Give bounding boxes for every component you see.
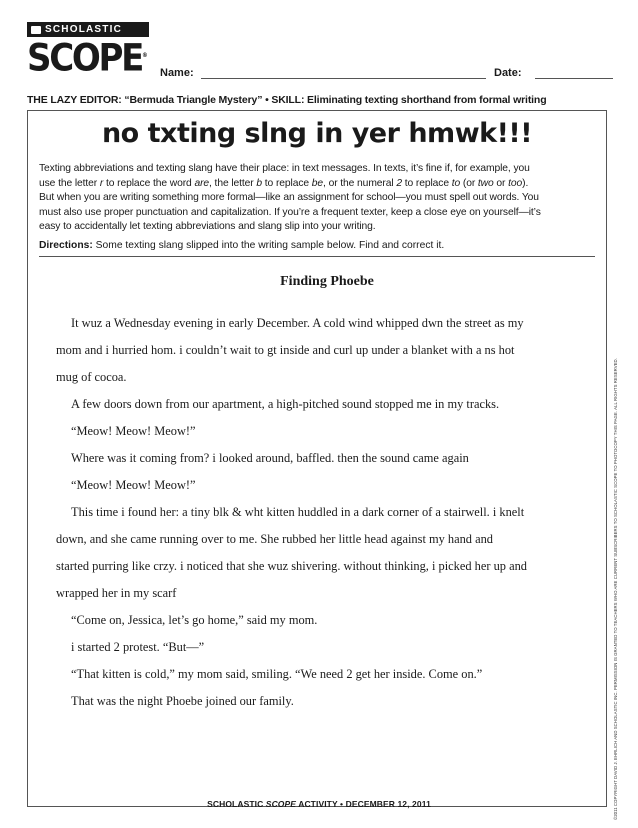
story-line: mom and i hurried hom. i couldn’t wait to gt inside and curl up under a blanket with a ns hot	[56, 343, 515, 357]
story-line: “That kitten is cold,” my mom said, smiling. “We need 2 get her inside. Come on.”	[71, 667, 483, 681]
date-field[interactable]	[535, 78, 613, 79]
publisher-name: SCHOLASTIC	[45, 24, 122, 35]
story-line: mug of cocoa.	[56, 370, 127, 384]
page-footer: SCHOLASTIC SCOPE ACTIVITY • DECEMBER 12, 2011	[207, 799, 431, 809]
story-line: wrapped her in my scarf	[56, 586, 177, 600]
name-field[interactable]	[201, 78, 486, 79]
story-line: It wuz a Wednesday evening in early December. A cold wind whipped dwn the street as my	[71, 316, 524, 330]
scholastic-scope-logo	[27, 22, 149, 80]
story-line: i started 2 protest. “But—”	[71, 640, 205, 654]
story-line: Where was it coming from? i looked around, baffled. then the sound came again	[71, 451, 469, 465]
story-line: down, and she came running over to me. She rubbed her little head against my hand and	[56, 532, 493, 546]
directions-label: Directions:	[39, 240, 93, 251]
date-label: Date:	[494, 67, 522, 79]
story-line: started purring like crzy. i noticed that she wuz shivering. without thinking, i picked her up and	[56, 559, 527, 573]
divider	[39, 256, 595, 257]
worksheet-title: no txting slng in yer hmwk!!!	[101, 118, 533, 149]
story-line: “Meow! Meow! Meow!”	[71, 478, 196, 492]
name-label: Name:	[160, 67, 194, 79]
directions-text: Some texting slang slipped into the writing sample below. Find and correct it.	[92, 240, 445, 251]
story-line: A few doors down from our apartment, a high-pitched sound stopped me in my tracks.	[71, 397, 500, 411]
story-line: “Meow! Meow! Meow!”	[71, 424, 196, 438]
scholastic-banner	[27, 22, 149, 37]
magazine-name: SCOPE®	[27, 36, 148, 80]
book-icon	[31, 26, 41, 34]
story-text	[56, 310, 596, 715]
copyright-notice: ©2011 COPYRIGHT DAVID J. EHRLICH AND SCHOLASTIC INC. PERMISSION IS GRANTED TO TEACHERS WHO ARE CURRENT SUBSCRIBERS TO SCHOLASTIC SCOPE TO PHOTOCOPY THIS PAGE. ALL RIGHTS RESERVED.	[613, 358, 618, 820]
story-title: Finding Phoebe	[280, 274, 374, 289]
intro-paragraph: Texting abbreviations and texting slang have their place: in text messages. In texts, it’s fine if, for example, you use the letter r to replace the word are, the letter b to replace be, or the numeral 2 to replace to (or two or too). But when you are writing something more formal—like an assignment for school—you must spell out words. You must also use proper punctuation and capitalization. If you’re a frequent texter, keep a close eye on yourself—it’s easy to accidentally let texting abbreviations and slang slip into your writing.	[39, 163, 541, 233]
story-line: This time i found her: a tiny blk & wht kitten huddled in a dark corner of a stairwell. i knelt	[71, 505, 525, 519]
story-line: That was the night Phoebe joined our family.	[71, 694, 294, 708]
story-line: “Come on, Jessica, let’s go home,” said my mom.	[71, 613, 318, 627]
directions	[39, 240, 444, 251]
skill-subheader: THE LAZY EDITOR: “Bermuda Triangle Mystery” • SKILL: Eliminating texting shorthand from formal writing	[27, 94, 547, 106]
